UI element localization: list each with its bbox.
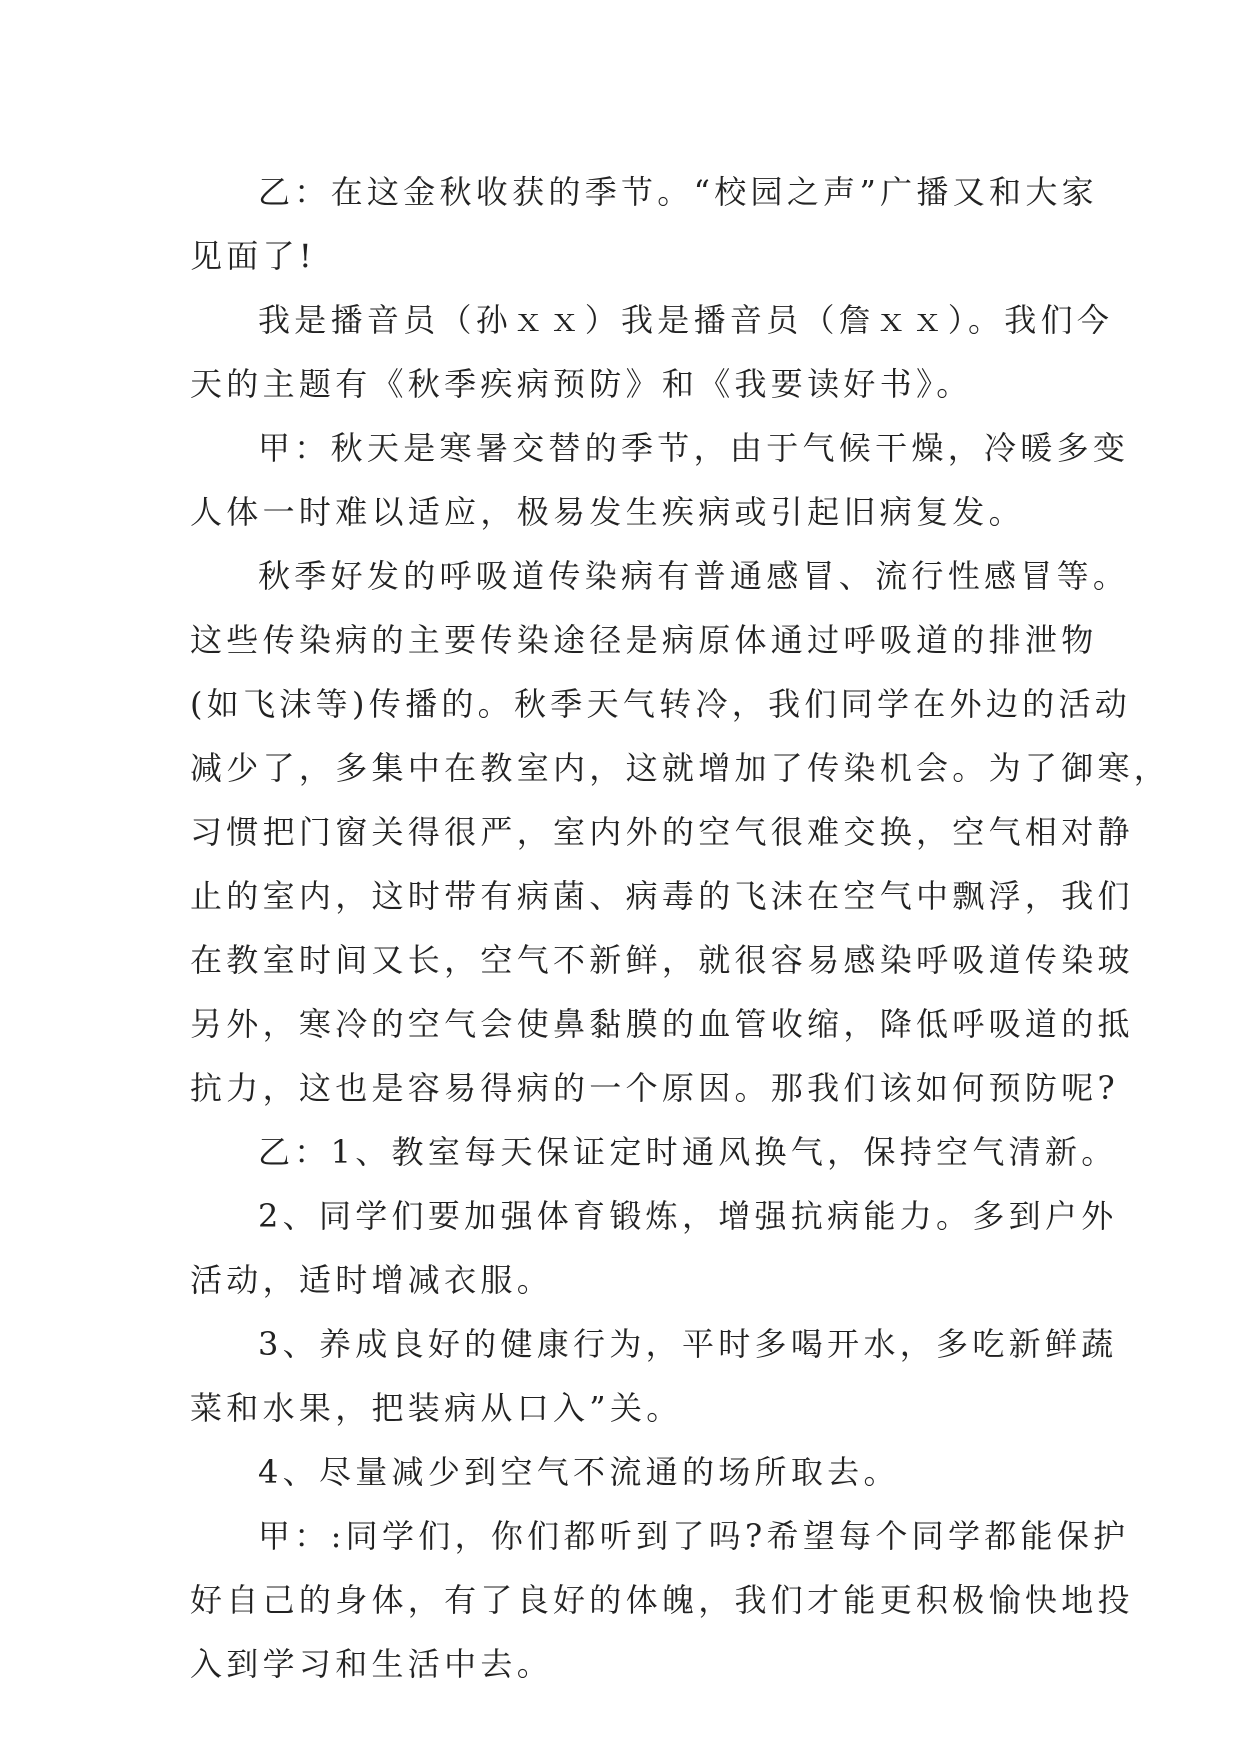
text-line: 减少了，多集中在教室内，这就增加了传染机会。为了御寒， — [190, 749, 1171, 787]
text-line: 秋季好发的呼吸道传染病有普通感冒、流行性感冒等。 — [258, 557, 1130, 595]
text-line: 活动，适时增减衣服。 — [190, 1261, 554, 1299]
text-line: 3、养成良好的健康行为，平时多喝开水，多吃新鲜蔬 — [258, 1325, 1118, 1363]
text-line: 天的主题有《秋季疾病预防》和《我要读好书》。 — [190, 365, 973, 403]
text-line: 我是播音员（孙ｘｘ）我是播音员（詹ｘｘ）。我们今 — [258, 301, 1114, 339]
text-line: 甲：:同学们，你们都听到了吗?希望每个同学都能保护 — [258, 1517, 1130, 1555]
text-line: 见面了! — [190, 237, 317, 275]
text-line: 习惯把门窗关得很严，室内外的空气很难交换，空气相对静 — [190, 813, 1134, 851]
text-line: 入到学习和生活中去。 — [190, 1645, 554, 1683]
text-line: 乙：1、教室每天保证定时通风换气，保持空气清新。 — [258, 1133, 1118, 1171]
text-line: 乙：在这金秋收获的季节。“校园之声”广播又和大家 — [258, 173, 1098, 211]
document-body — [190, 160, 1171, 1696]
text-line: 甲：秋天是寒暑交替的季节，由于气候干燥，冷暖多变 — [258, 429, 1130, 467]
text-line: 抗力，这也是容易得病的一个原因。那我们该如何预防呢? — [190, 1069, 1119, 1107]
text-line: (如飞沫等)传播的。秋季天气转冷，我们同学在外边的活动 — [190, 685, 1132, 723]
text-line: 止的室内，这时带有病菌、病毒的飞沫在空气中飘浮，我们 — [190, 877, 1134, 915]
text-line: 这些传染病的主要传染途径是病原体通过呼吸道的排泄物 — [190, 621, 1098, 659]
text-line: 人体一时难以适应，极易发生疾病或引起旧病复发。 — [190, 493, 1025, 531]
text-line: 2、同学们要加强体育锻炼，增强抗病能力。多到户外 — [258, 1197, 1118, 1235]
text-line: 菜和水果，把装病从口入”关。 — [190, 1389, 683, 1427]
text-line: 4、尽量减少到空气不流通的场所取去。 — [258, 1453, 900, 1491]
text-line: 在教室时间又长，空气不新鲜，就很容易感染呼吸道传染玻 — [190, 941, 1134, 979]
text-line: 另外，寒冷的空气会使鼻黏膜的血管收缩，降低呼吸道的抵 — [190, 1005, 1134, 1043]
text-line: 好自己的身体，有了良好的体魄，我们才能更积极愉快地投 — [190, 1581, 1134, 1619]
